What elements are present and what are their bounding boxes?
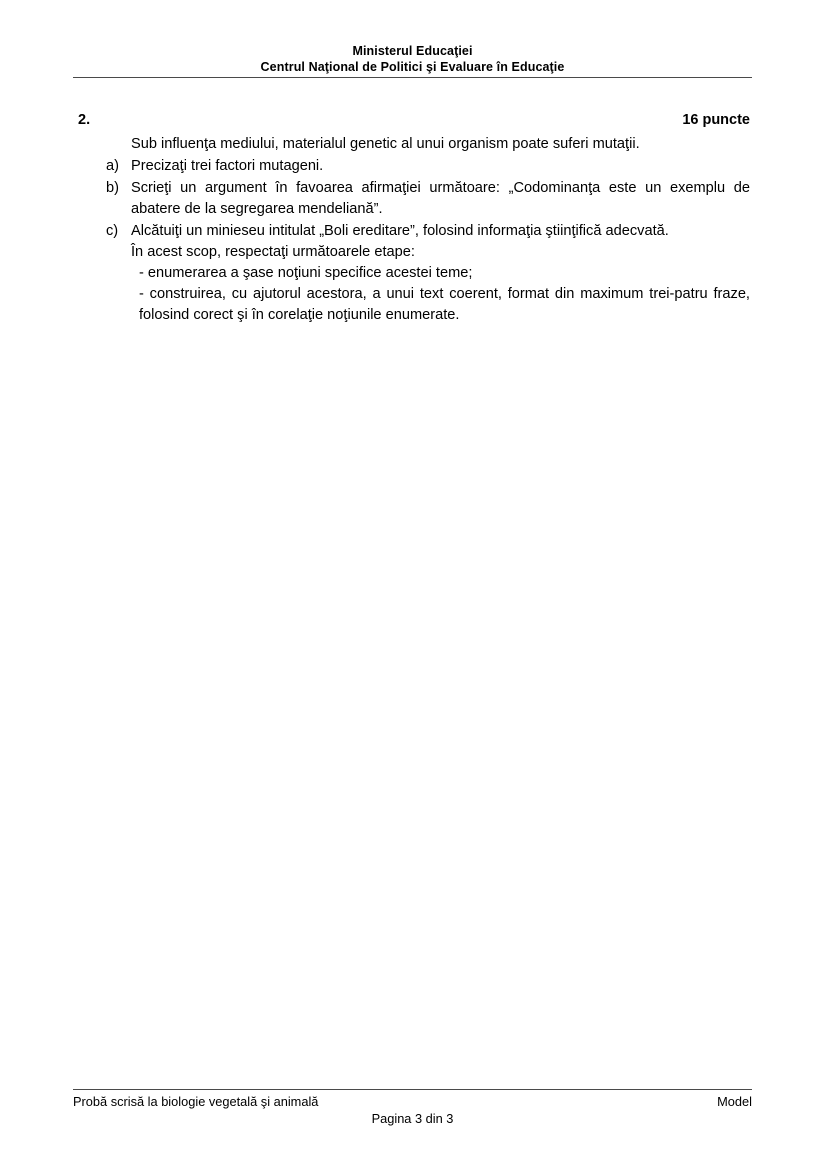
footer-page-number: Pagina 3 din 3	[371, 1111, 454, 1126]
header-ministry: Ministerul Educaţiei	[352, 44, 473, 58]
header-center-name: Centrul Naţional de Politici şi Evaluare în Educaţie	[260, 59, 565, 74]
list-item	[78, 156, 750, 177]
question-points: 16 puncte	[682, 112, 750, 128]
footer-variant-label: Model	[717, 1094, 752, 1109]
question-items	[78, 156, 750, 242]
list-item-text: Precizaţi trei factori mutageni.	[131, 158, 324, 174]
header-divider	[73, 77, 752, 78]
list-item-marker: c)	[106, 223, 119, 239]
question-block	[78, 112, 750, 326]
list-item-text: Alcătuiţi un minieseu intitulat „Boli ereditare”, folosind informaţia ştiinţifică adecvată.	[131, 223, 669, 239]
list-item	[78, 221, 750, 242]
steps-intro: În acest scop, respectaţi următoarele etape:	[131, 244, 415, 260]
footer-divider	[73, 1089, 752, 1090]
list-item-text: Scrieţi un argument în favoarea afirmaţiei următoare: „Codominanţa este un exemplu de abatere de la segregarea mendeliană”.	[131, 180, 750, 217]
question-intro: Sub influenţa mediului, materialul genetic al unui organism poate suferi mutaţii.	[131, 136, 640, 152]
question-number: 2.	[78, 112, 91, 128]
question-header-row	[78, 112, 750, 134]
document-header	[73, 44, 752, 75]
step-bullet-two: - construirea, cu ajutorul acestora, a unui text coerent, format din maximum trei-patru fraze, folosind corect şi în corelaţie noţiunile enumerate.	[139, 286, 750, 323]
list-item	[78, 178, 750, 220]
list-item-marker: a)	[106, 158, 119, 174]
document-footer	[73, 1094, 752, 1110]
list-item-marker: b)	[106, 180, 119, 196]
footer-row	[73, 1094, 752, 1110]
footer-exam-title: Probă scrisă la biologie vegetală şi animală	[73, 1094, 319, 1109]
step-bullet-one: - enumerarea a şase noţiuni specifice acestei teme;	[139, 265, 473, 281]
